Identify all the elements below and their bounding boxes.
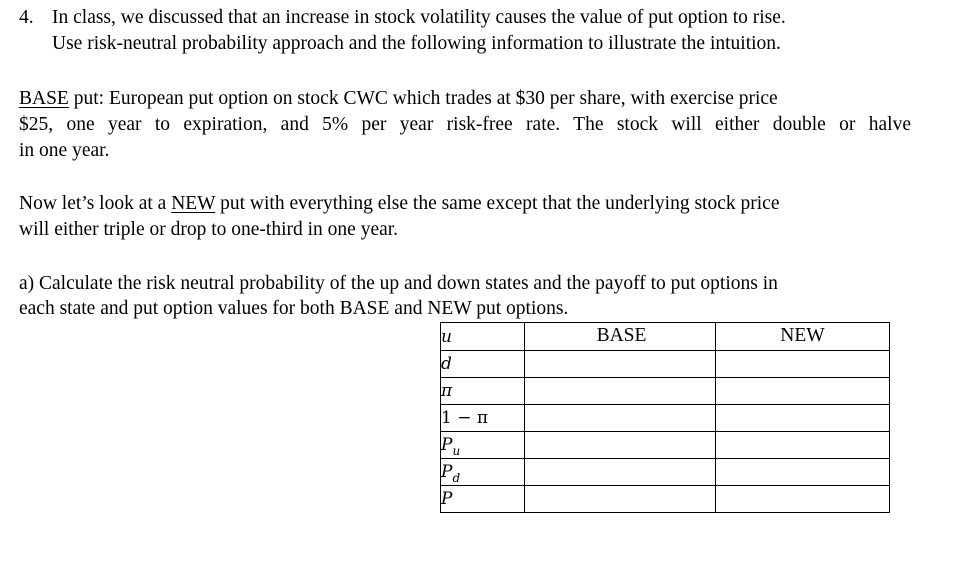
- cell-new-pd[interactable]: [716, 459, 890, 486]
- base-line-1-text: put: European put option on stock CWC which trades at $30 per share, with exercise price: [68, 88, 778, 109]
- new-line-1-text: put with everything else the same except that the underlying stock price: [215, 193, 780, 214]
- new-paragraph-line-1: [19, 192, 779, 216]
- row-label-p: [441, 486, 525, 513]
- pd-symbol: P: [441, 462, 453, 482]
- table-row-pu: [441, 432, 890, 459]
- base-paragraph-line-3: in one year.: [19, 140, 110, 161]
- pu-subscript: u: [452, 444, 461, 458]
- cell-base-pu[interactable]: [525, 432, 716, 459]
- row-label-pu: [441, 432, 525, 459]
- row-label-pd: [441, 459, 525, 486]
- cell-new-pi[interactable]: [716, 378, 890, 405]
- row-label-d: [441, 351, 525, 378]
- cell-new-p[interactable]: [716, 486, 890, 513]
- cell-base-one-minus-pi[interactable]: [525, 405, 716, 432]
- cell-new-pu[interactable]: [716, 432, 890, 459]
- row-label-one-minus-pi: [441, 405, 525, 432]
- intro-line-1: In class, we discussed that an increase in stock volatility causes the value of put option to rise.: [52, 7, 786, 28]
- cell-base-d[interactable]: [525, 351, 716, 378]
- column-header-new: NEW: [780, 325, 825, 346]
- cell-new-one-minus-pi[interactable]: [716, 405, 890, 432]
- row-label-u: [441, 323, 525, 351]
- table-row-pi: [441, 378, 890, 405]
- question-number: 4.: [19, 7, 34, 28]
- intro-line-2: Use risk-neutral probability approach and the following information to illustrate the intuition.: [52, 33, 781, 54]
- pi-symbol: π: [441, 381, 453, 401]
- table-row-d: [441, 351, 890, 378]
- cell-new-u[interactable]: [716, 323, 890, 351]
- base-label: BASE: [19, 88, 69, 109]
- answer-table: [440, 322, 890, 513]
- base-paragraph-line-2: $25, one year to expiration, and 5% per year risk-free rate. The stock will either double or halve: [19, 114, 911, 135]
- new-line-1-start: Now let’s look at a: [19, 193, 172, 214]
- base-paragraph-line-1: [19, 87, 778, 111]
- part-a-line-1: a) Calculate the risk neutral probability of the up and down states and the payoff to put options in: [19, 273, 778, 294]
- row-label-pi: [441, 378, 525, 405]
- table-row-pd: [441, 459, 890, 486]
- p-symbol: P: [441, 489, 453, 509]
- d-symbol: d: [441, 354, 452, 374]
- new-label: NEW: [171, 193, 216, 214]
- new-paragraph-line-2: will either triple or drop to one-third in one year.: [19, 219, 399, 240]
- pd-subscript: d: [452, 471, 461, 485]
- cell-base-u[interactable]: [525, 323, 716, 351]
- u-symbol: u: [441, 326, 452, 347]
- cell-base-pi[interactable]: [525, 378, 716, 405]
- pu-symbol: P: [441, 435, 453, 455]
- part-a-line-2: each state and put option values for both BASE and NEW put options.: [19, 298, 569, 319]
- column-header-base: BASE: [596, 325, 647, 346]
- one-minus-pi-symbol: 1 − π: [441, 408, 489, 428]
- table-row-u: [441, 323, 890, 351]
- cell-base-p[interactable]: [525, 486, 716, 513]
- table-row-one-minus-pi: [441, 405, 890, 432]
- table-row-p: [441, 486, 890, 513]
- cell-new-d[interactable]: [716, 351, 890, 378]
- cell-base-pd[interactable]: [525, 459, 716, 486]
